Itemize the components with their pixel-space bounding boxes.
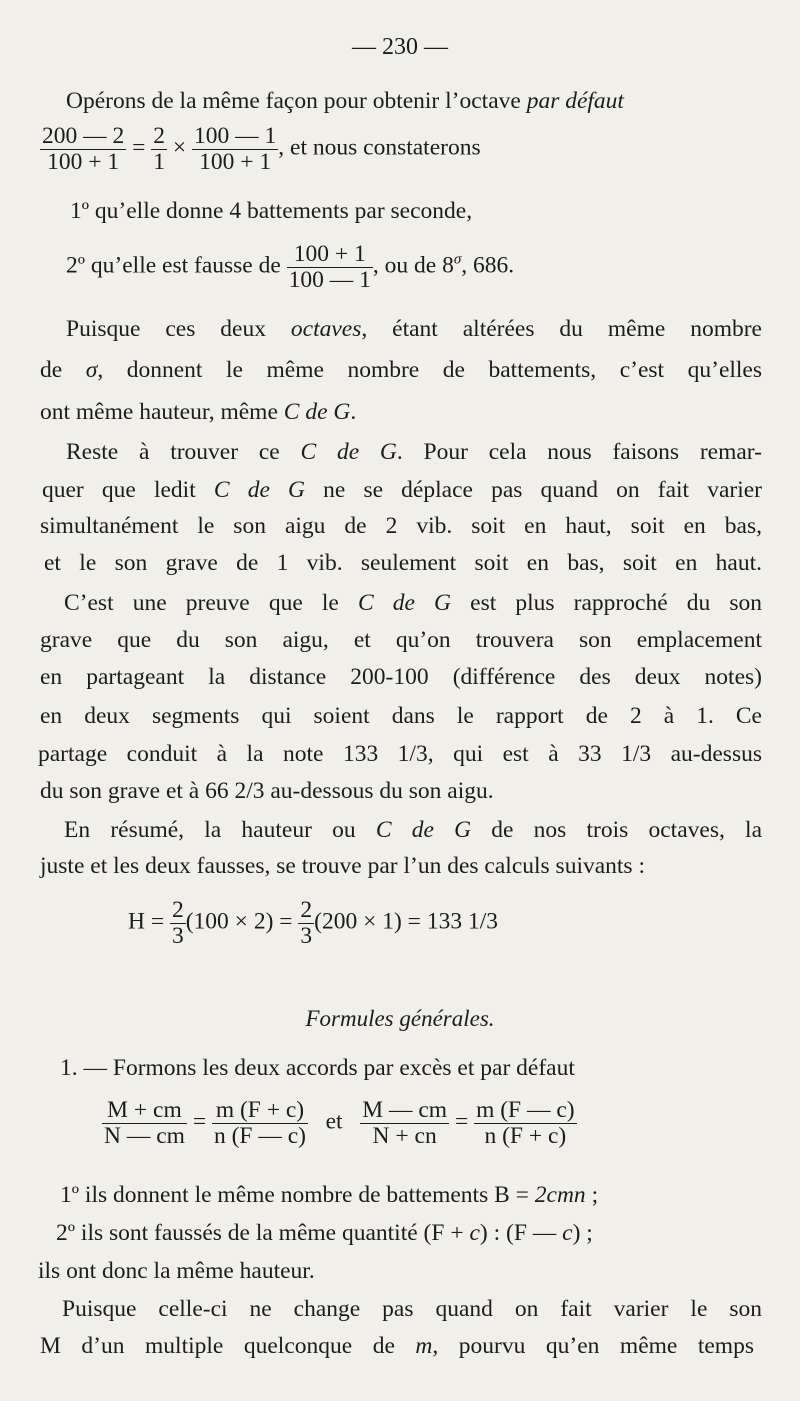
formula-line: 2º qu’elle est fausse de $\frac{100 + 1}{100 — 1}$ , ou de $8^\sigma$, 686. — [66, 241, 515, 293]
formula-line: $\frac{M + cm}{N — cm}$ = $\frac{m (F + c)}{n (F — c)}$ et $\frac{M — cm}{N + cn}$ = $\frac{m (F — c)}{n (F + c)}$ — [104, 1097, 575, 1149]
fraction: $\frac{m (F + c)}{n (F — c)}$ — [213, 1097, 306, 1149]
fraction: $\frac{2}{1}$ — [153, 123, 166, 175]
fraction: $\frac{200 — 2}{100 + 1}$ — [42, 123, 125, 175]
text-line: Opérons de la même façon pour obtenir l’octave par défaut — [66, 88, 624, 114]
text-line: 1º ils donnent le même nombre de battements B = 2cmn ; — [60, 1182, 599, 1208]
text-line: juste et les deux fausses, se trouve par l’un des calculs suivants : — [40, 853, 645, 879]
text-line: et le son grave de 1 vib. seulement soit en bas, soit en haut. — [44, 550, 762, 576]
text-line: C’est une preuve que le C de G est plus rapproché du son — [64, 590, 763, 616]
text-line: Puisque ces deux octaves, étant altérées du même nombre — [66, 316, 762, 342]
text-line: partage conduit à la note 133 1/3, qui est à 33 1/3 au-dessus — [38, 741, 762, 767]
text-line: 1º qu’elle donne 4 battements par seconde, — [70, 198, 473, 224]
formula-line: H = $\frac{2}{3}$ (100 × 2) = $\frac{2}{3}$ (200 × 1) = 133 1/3 — [128, 897, 498, 949]
fraction: $\frac{M + cm}{N — cm}$ — [104, 1097, 185, 1149]
fraction: $\frac{m (F — c)}{n (F + c)}$ — [476, 1097, 575, 1149]
text-line: M d’un multiple quelconque de m, pourvu qu’en même temps — [40, 1333, 754, 1359]
fraction: $\frac{2}{3}$ — [300, 897, 313, 949]
text-line: ont même hauteur, même C de G. — [40, 399, 357, 425]
page-number: — 230 — — [352, 34, 448, 60]
text-line: Puisque celle-ci ne change pas quand on fait varier le son — [62, 1296, 762, 1322]
text-line: grave que du son aigu, et qu’on trouvera son emplacement — [40, 627, 762, 653]
text-line: En résumé, la hauteur ou C de G de nos trois octaves, la — [64, 817, 763, 843]
text-line: simultanément le son aigu de 2 vib. soit en haut, soit en bas, — [40, 513, 762, 539]
text-line: Reste à trouver ce C de G. Pour cela nous faisons remar- — [66, 439, 762, 465]
text-line: 1. — Formons les deux accords par excès et par défaut — [60, 1055, 575, 1081]
fraction: $\frac{100 — 1}{100 + 1}$ — [194, 123, 277, 175]
text-line: ils ont donc la même hauteur. — [38, 1258, 315, 1284]
fraction: $\frac{M — cm}{N + cn}$ — [362, 1097, 448, 1149]
text-line: en partageant la distance 200-100 (différence des deux notes) — [40, 664, 762, 690]
fraction: $\frac{2}{3}$ — [171, 897, 184, 949]
text-line: 2º ils sont faussés de la même quantité (F + c) : (F — c) ; — [56, 1220, 593, 1246]
text-line: en deux segments qui soient dans le rapport de 2 à 1. Ce — [40, 703, 762, 729]
text-line: de σ, donnent le même nombre de battements, c’est qu’elles — [40, 357, 763, 383]
formula-line: $\frac{200 — 2}{100 + 1}$ = $\frac{2}{1}$ × $\frac{100 — 1}{100 + 1}$ , et nous constaterons — [42, 123, 481, 175]
text-line: du son grave et à 66 2/3 au-dessous du son aigu. — [40, 778, 494, 804]
text-line: quer que ledit C de G ne se déplace pas quand on fait varier — [42, 477, 762, 503]
section-heading: Formules générales. — [305, 1006, 495, 1031]
fraction: $\frac{100 + 1}{100 — 1}$ — [288, 241, 371, 293]
